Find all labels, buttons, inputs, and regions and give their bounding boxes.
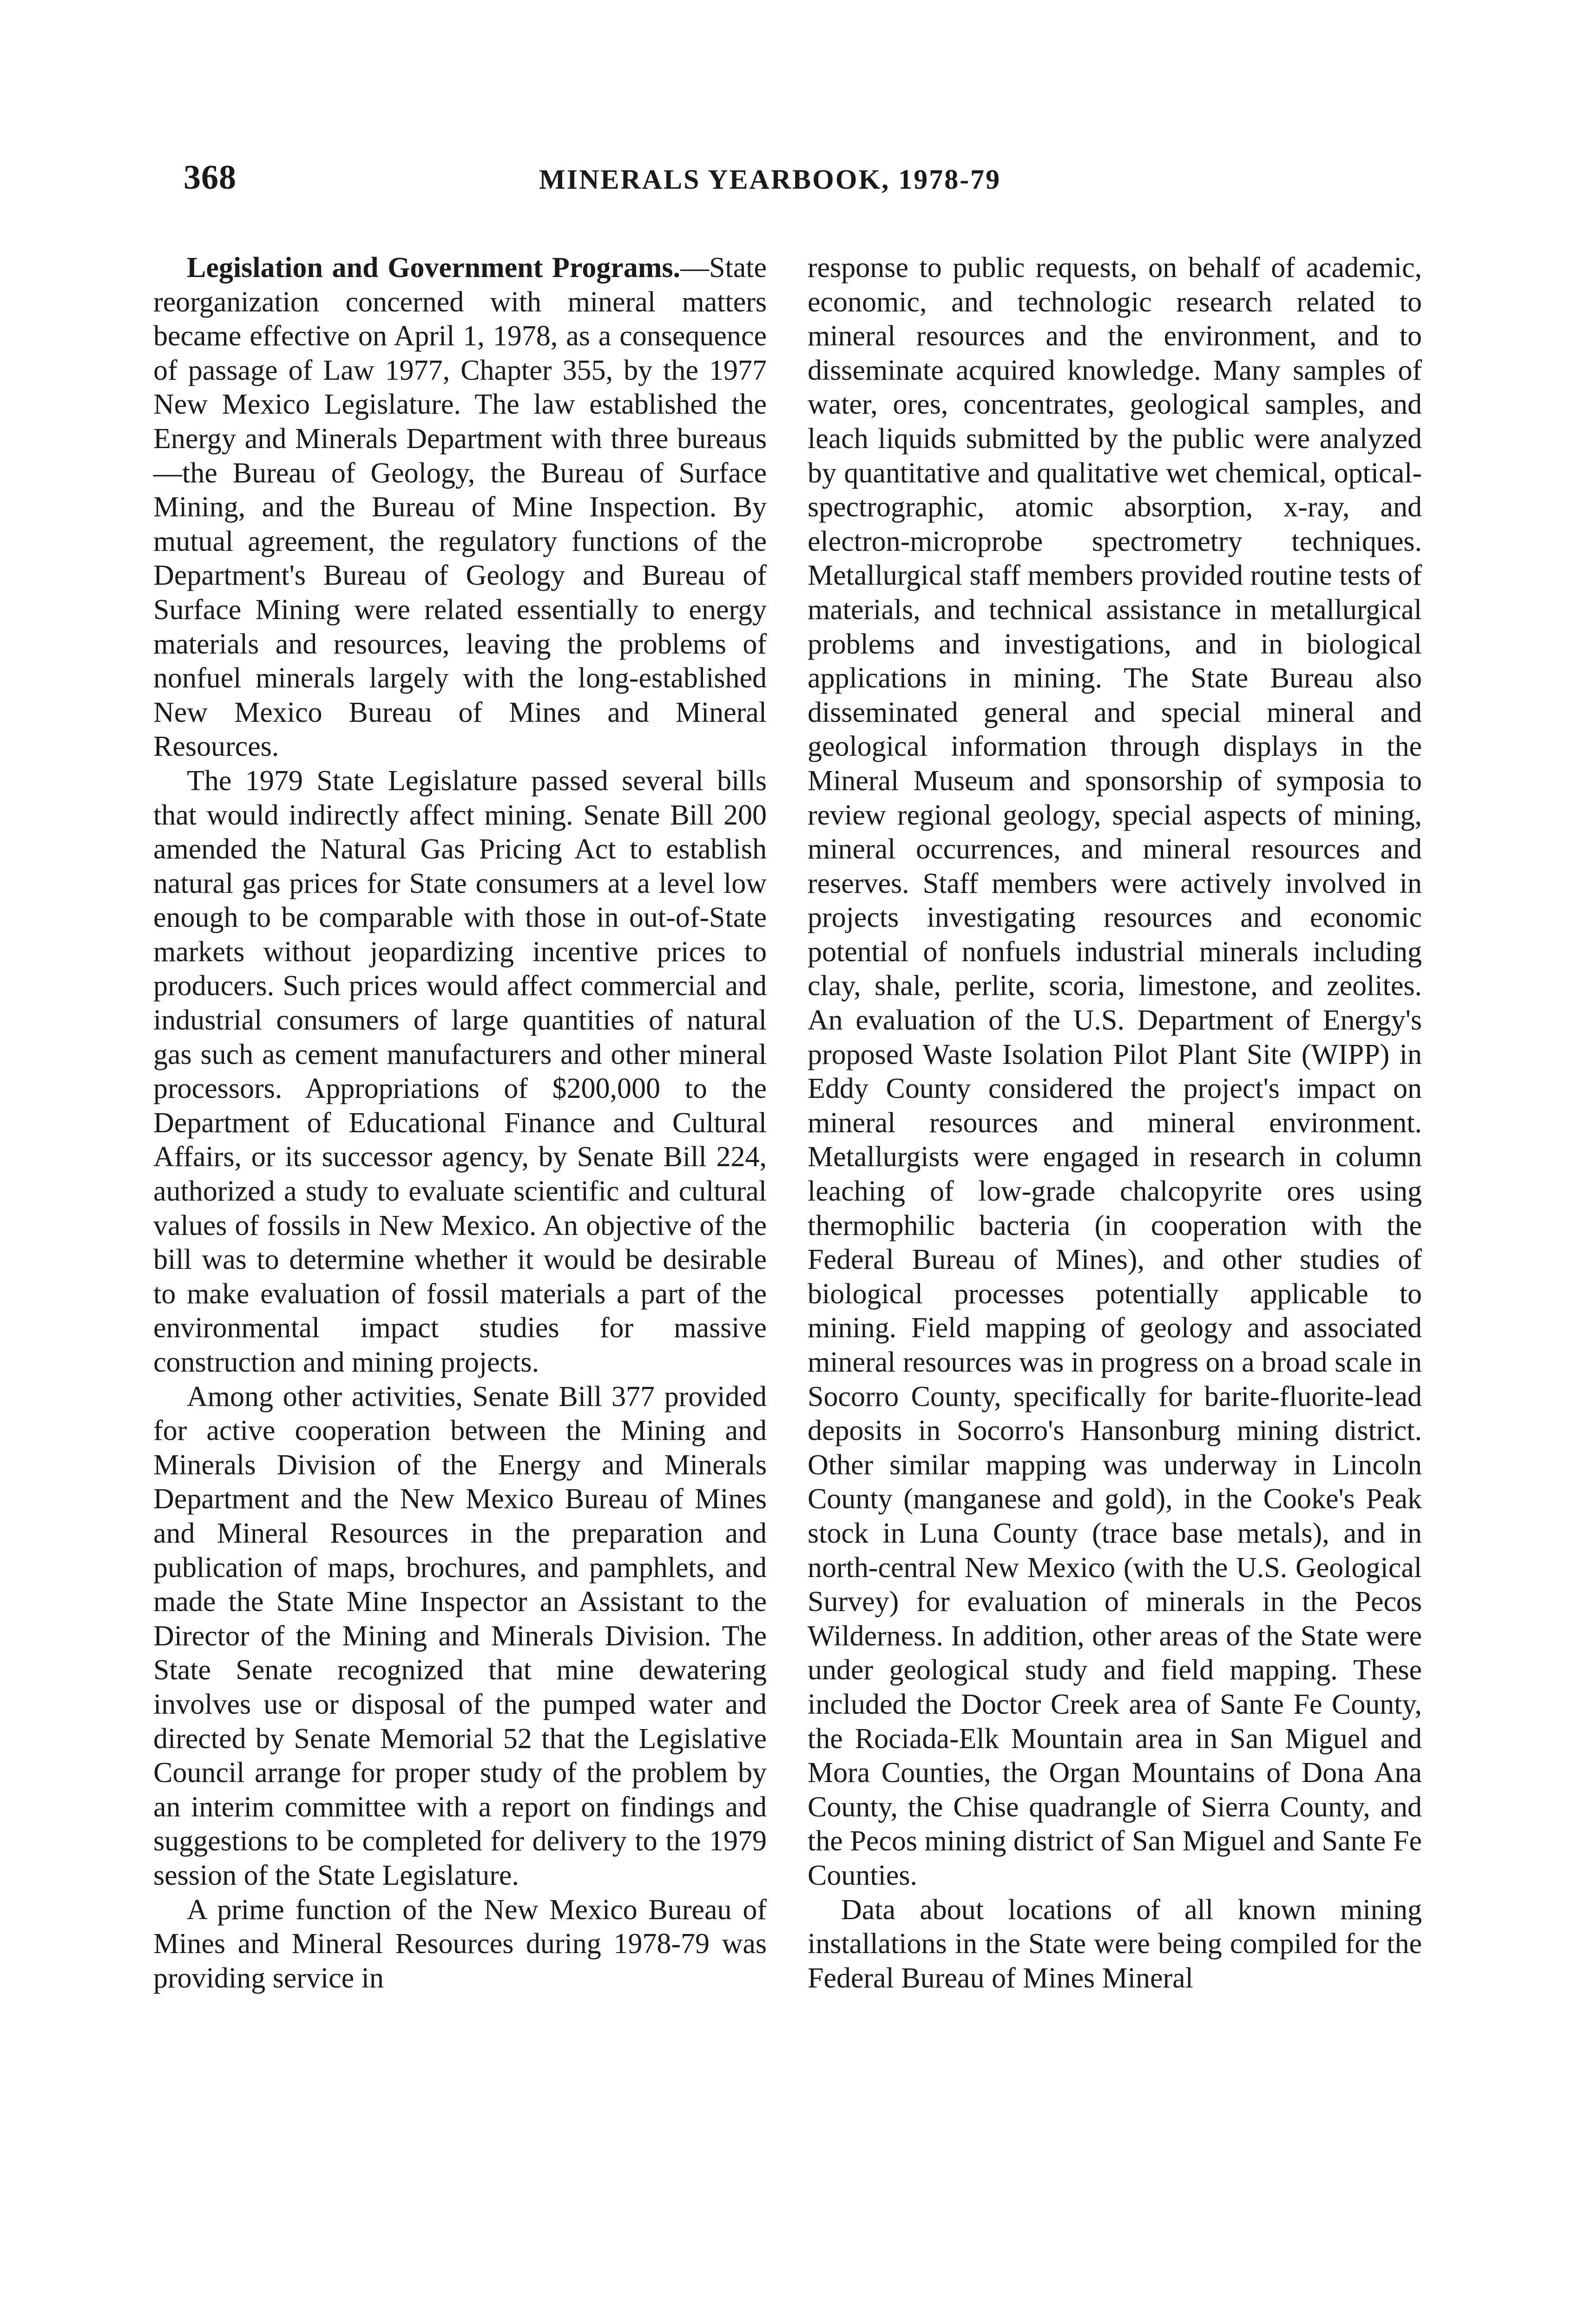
paragraph xyxy=(153,251,767,764)
left-column xyxy=(153,251,767,1995)
section-heading: Legislation and Government Programs. xyxy=(187,252,681,284)
running-title: MINERALS YEARBOOK, 1978-79 xyxy=(539,164,1001,195)
paragraph: A prime function of the New Mexico Bureau of Mines and Mineral Resources during 1978-79 was providing service in xyxy=(153,1894,767,1994)
right-column xyxy=(808,251,1422,1995)
paragraph: The 1979 State Legislature passed several bills that would indirectly affect mining. Senate Bill 200 amended the Natural Gas Pricing Act to establish natural gas prices for State consumers at a level low enough to be comparable with those in out-of-State markets without jeopardizing incentive prices to producers. Such prices would affect commercial and industrial consumers of large quantities of natural gas such as cement manufacturers and other mineral processors. Appropriations of $200,000 to the Department of Educational Finance and Cultural Affairs, or its successor agency, by Senate Bill 224, authorized a study to evaluate scientific and cultural values of fossils in New Mexico. An objective of the bill was to determine whether it would be desirable to make evaluation of fossil materials a part of the environmental impact studies for massive construction and mining projects. xyxy=(153,765,767,1378)
page-number: 368 xyxy=(184,158,237,197)
paragraph: response to public requests, on behalf of academic, economic, and technologic research related to mineral resources and the environment, and to disseminate acquired knowledge. Many samples of water, ores, concentrates, geological samples, and leach liquids submitted by the public were analyzed by quantitative and qualitative wet chemical, optical-spectrographic, atomic absorption, x-ray, and electron-microprobe spectrometry techniques. Metallurgical staff members provided routine tests of materials, and technical assistance in metallurgical problems and investigations, and in biological applications in mining. The State Bureau also disseminated general and special mineral and geological information through displays in the Mineral Museum and sponsorship of symposia to review regional geology, special aspects of mining, mineral occurrences, and mineral resources and reserves. Staff members were actively involved in projects investigating resources and economic potential of nonfuels industrial minerals including clay, shale, perlite, scoria, limestone, and zeolites. An evaluation of the U.S. Department of Energy's proposed Waste Isolation Pilot Plant Site (WIPP) in Eddy County considered the project's impact on mineral resources and mineral environment. Metallurgists were engaged in research in column leaching of low-grade chalcopyrite ores using thermophilic bacteria (in cooperation with the Federal Bureau of Mines), and other studies of biological processes potentially applicable to mining. Field mapping of geology and associated mineral resources was in progress on a broad scale in Socorro County, specifically for barite-fluorite-lead deposits in Socorro's Hansonburg mining district. Other similar mapping was underway in Lincoln County (manganese and gold), in the Cooke's Peak stock in Luna County (trace base metals), and in north-central New Mexico (with the U.S. Geological Survey) for evaluation of minerals in the Pecos Wilderness. In addition, other areas of the State were under geological study and field mapping. These included the Doctor Creek area of Sante Fe County, the Rociada-Elk Mountain area in San Miguel and Mora Counties, the Organ Mountains of Dona Ana County, the Chise quadrangle of Sierra County, and the Pecos mining district of San Miguel and Sante Fe Counties. xyxy=(808,252,1422,1891)
paragraph: Among other activities, Senate Bill 377 provided for active cooperation between the Mining and Minerals Division of the Energy and Minerals Department and the New Mexico Bureau of Mines and Mineral Resources in the preparation and publication of maps, brochures, and pamphlets, and made the State Mine Inspector an Assistant to the Director of the Mining and Minerals Division. The State Senate recognized that mine dewatering involves use or disposal of the pumped water and directed by Senate Memorial 52 that the Legislative Council arrange for proper study of the problem by an interim committee with a report on findings and suggestions to be completed for delivery to the 1979 session of the State Legislature. xyxy=(153,1380,767,1891)
paragraph-text: —State reorganization concerned with mineral matters became effective on April 1, 1978, as a consequence of passage of Law 1977, Chapter 355, by the 1977 New Mexico Legislature. The law established the Energy and Minerals Department with three bureaus—the Bureau of Geology, the Bureau of Surface Mining, and the Bureau of Mine Inspection. By mutual agreement, the regulatory functions of the Department's Bureau of Geology and Bureau of Surface Mining were related essentially to energy materials and resources, leaving the problems of nonfuel minerals largely with the long-established New Mexico Bureau of Mines and Mineral Resources. xyxy=(153,252,767,763)
paragraph: Data about locations of all known mining installations in the State were being compiled for the Federal Bureau of Mines Mineral xyxy=(808,1894,1422,1994)
